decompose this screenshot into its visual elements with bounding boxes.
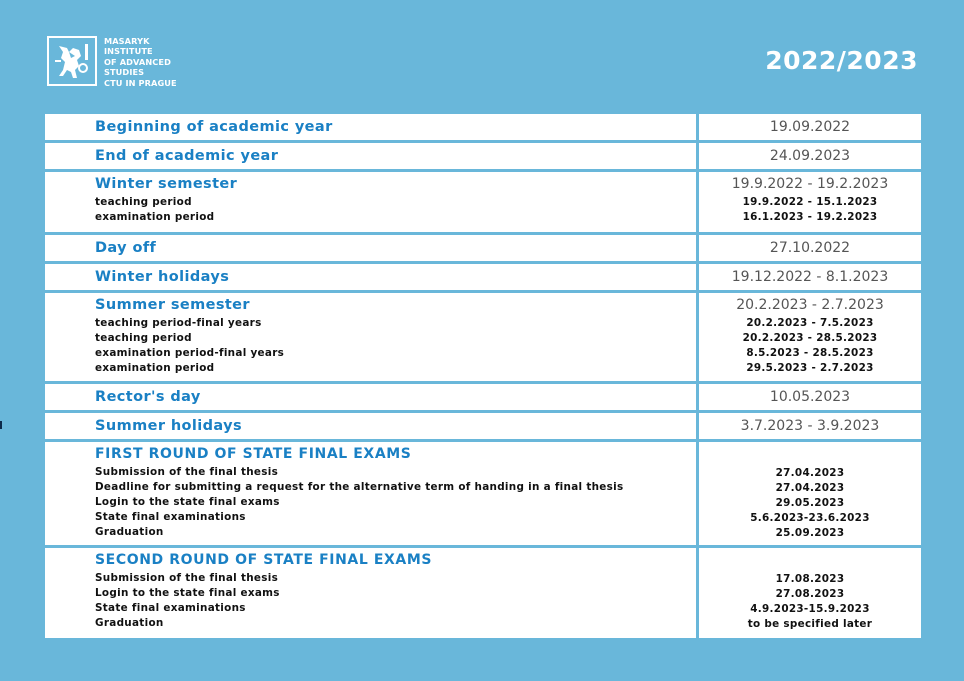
- table-row: [45, 442, 921, 545]
- sub-item-label: Submission of the final thesis: [95, 572, 279, 584]
- sub-item-label: teaching period-final years: [95, 317, 262, 329]
- sub-item-label: examination period: [95, 211, 215, 223]
- logo-line: STUDIES: [104, 67, 145, 78]
- row-title: Beginning of academic year: [95, 119, 333, 135]
- sub-item-label: teaching period: [95, 196, 192, 208]
- table-row: [45, 143, 921, 169]
- sub-item-date: 8.5.2023 - 28.5.2023: [746, 347, 874, 359]
- table-row: [45, 293, 921, 381]
- sub-item-label: Login to the state final exams: [95, 496, 280, 508]
- academic-year-title: 2022/2023: [765, 46, 918, 75]
- row-label-cell: [45, 143, 696, 169]
- row-date: 19.12.2022 - 8.1.2023: [731, 269, 889, 285]
- table-row: [45, 384, 921, 410]
- row-title: Day off: [95, 240, 157, 256]
- row-title: Rector's day: [95, 389, 201, 405]
- row-date-cell: [699, 413, 921, 439]
- row-date: 20.2.2023 - 2.7.2023: [736, 297, 884, 313]
- row-label-cell: [45, 413, 696, 439]
- row-label-cell: [45, 442, 696, 545]
- edge-marker: [0, 421, 2, 429]
- sub-item-date: 27.08.2023: [775, 588, 845, 600]
- row-label-cell: [45, 172, 696, 232]
- row-date-cell: [699, 264, 921, 290]
- logo-line: OF ADVANCED: [104, 56, 172, 67]
- row-title: FIRST ROUND OF STATE FINAL EXAMS: [95, 446, 412, 462]
- logo-line: MASARYK: [104, 36, 150, 46]
- sub-item-label: examination period-final years: [95, 347, 285, 359]
- row-date-cell: [699, 548, 921, 638]
- table-row: [45, 172, 921, 232]
- table-row: [45, 235, 921, 261]
- sub-item-date: 20.2.2023 - 7.5.2023: [746, 317, 874, 329]
- row-date-cell: [699, 384, 921, 410]
- sub-item-date: 16.1.2023 - 19.2.2023: [742, 211, 878, 223]
- lion-icon: [47, 36, 97, 86]
- row-date: 3.7.2023 - 3.9.2023: [740, 418, 880, 434]
- row-date-cell: [699, 114, 921, 140]
- sub-item-label: Login to the state final exams: [95, 587, 280, 599]
- sub-item-label: State final examinations: [95, 511, 246, 523]
- row-date: 19.09.2022: [769, 119, 851, 135]
- sub-item-label: examination period: [95, 362, 215, 374]
- sub-item-label: Submission of the final thesis: [95, 466, 279, 478]
- sub-item-label: Deadline for submitting a request for the alternative term of handing in a final thesis: [95, 481, 624, 493]
- sub-item-date: 27.04.2023: [775, 467, 845, 479]
- row-date-cell: [699, 293, 921, 381]
- row-label-cell: [45, 384, 696, 410]
- sub-item-date: 20.2.2023 - 28.5.2023: [742, 332, 878, 344]
- sub-item-label: teaching period: [95, 332, 192, 344]
- row-date: 27.10.2022: [769, 240, 851, 256]
- table-row: [45, 264, 921, 290]
- sub-item-date: 25.09.2023: [775, 527, 845, 539]
- row-title: SECOND ROUND OF STATE FINAL EXAMS: [95, 552, 433, 568]
- row-date-cell: [699, 442, 921, 545]
- institute-logo: [47, 36, 177, 88]
- row-label-cell: [45, 264, 696, 290]
- sub-item-date: to be specified later: [747, 618, 873, 630]
- row-date-cell: [699, 143, 921, 169]
- row-title: Winter holidays: [95, 269, 230, 285]
- row-label-cell: [45, 293, 696, 381]
- row-date: 24.09.2023: [769, 148, 851, 164]
- row-date: 19.9.2022 - 19.2.2023: [731, 176, 889, 192]
- row-date-cell: [699, 172, 921, 232]
- sub-item-date: 17.08.2023: [775, 573, 845, 585]
- logo-line: INSTITUTE: [104, 46, 153, 57]
- row-label-cell: [45, 235, 696, 261]
- sub-item-date: 27.04.2023: [775, 482, 845, 494]
- logo-text: [104, 36, 177, 88]
- row-label-cell: [45, 548, 696, 638]
- row-title: End of academic year: [95, 148, 279, 164]
- row-date: 10.05.2023: [769, 389, 851, 405]
- logo-line: CTU IN PRAGUE: [104, 77, 177, 88]
- row-title: Winter semester: [95, 176, 238, 192]
- sub-item-date: 4.9.2023-15.9.2023: [750, 603, 870, 615]
- sub-item-label: Graduation: [95, 526, 164, 538]
- sub-item-label: Graduation: [95, 617, 164, 629]
- table-row: [45, 548, 921, 638]
- sub-item-date: 29.05.2023: [775, 497, 845, 509]
- row-date-cell: [699, 235, 921, 261]
- row-label-cell: [45, 114, 696, 140]
- table-row: [45, 413, 921, 439]
- row-title: Summer holidays: [95, 418, 243, 434]
- table-row: [45, 114, 921, 140]
- sub-item-date: 5.6.2023-23.6.2023: [750, 512, 870, 524]
- sub-item-label: State final examinations: [95, 602, 246, 614]
- calendar-table: [45, 114, 921, 641]
- sub-item-date: 29.5.2023 - 2.7.2023: [746, 362, 874, 374]
- row-title: Summer semester: [95, 297, 250, 313]
- sub-item-date: 19.9.2022 - 15.1.2023: [742, 196, 878, 208]
